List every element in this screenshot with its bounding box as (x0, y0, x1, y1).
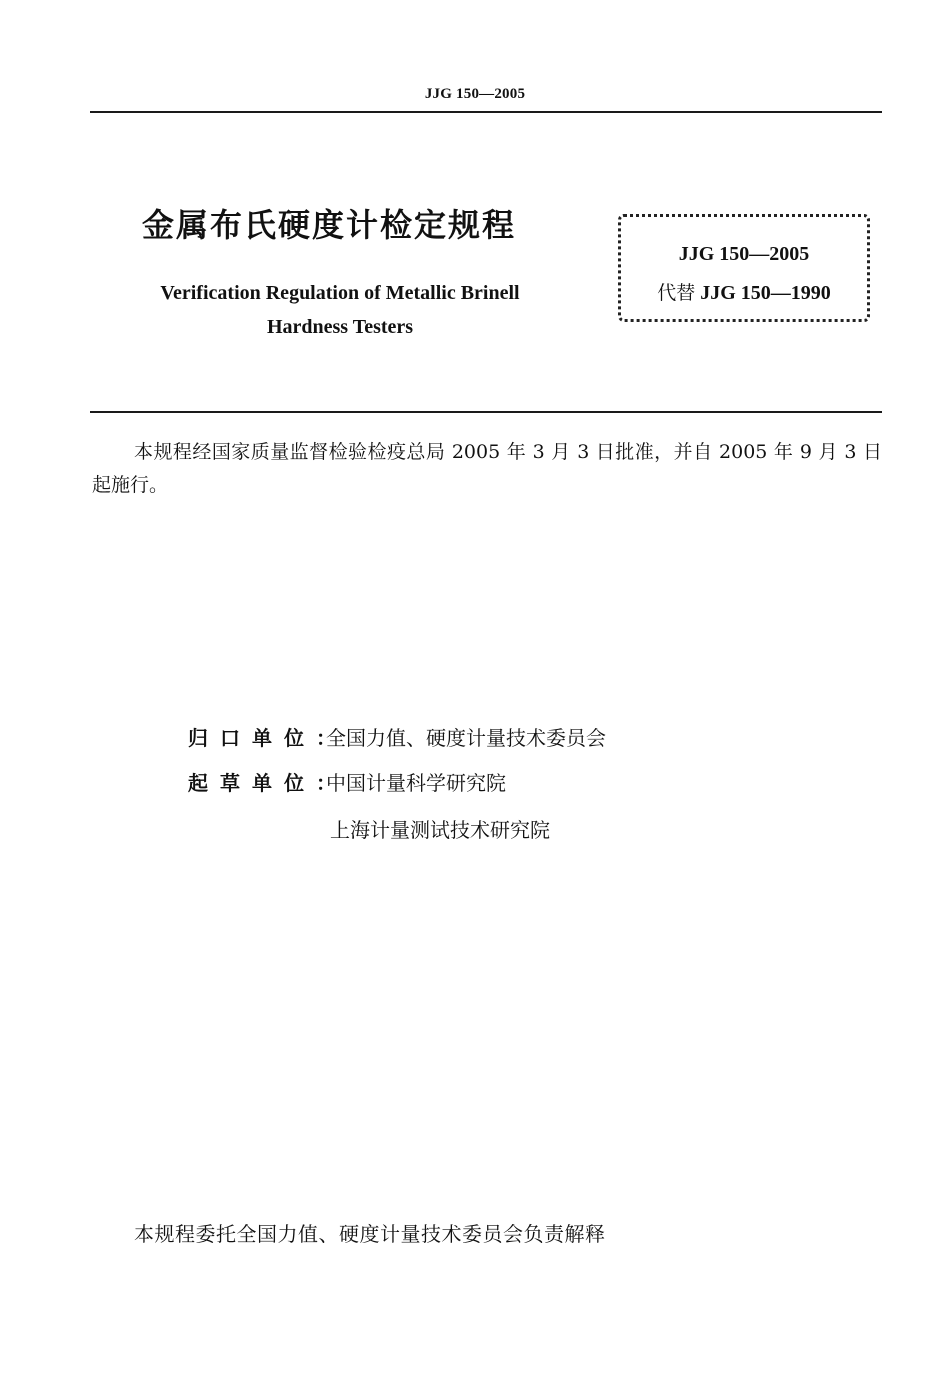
title-english-line-1: Verification Regulation of Metallic Brinell (160, 282, 520, 304)
standard-code-box (618, 214, 870, 322)
title-english-line-2: Hardness Testers (266, 316, 414, 338)
interpretation-statement: 本规程委托全国力值、硬度计量技术委员会负责解释 (134, 1222, 606, 1246)
drafting-unit-row (188, 767, 506, 796)
responsible-unit-value: 全国力值、硬度计量技术委员会 (326, 726, 606, 750)
drafting-unit-label: 起草单位： (188, 771, 348, 795)
drafting-unit-row-2 (330, 814, 550, 843)
header-standard-code: JJG 150—2005 (424, 86, 526, 102)
drafting-unit-value-2: 上海计量测试技术研究院 (330, 818, 550, 842)
replaced-standard-code: JJG 150—1990 (700, 282, 831, 304)
header-divider (90, 111, 882, 113)
drafting-unit-value-1: 中国计量科学研究院 (326, 771, 506, 795)
section-divider (90, 411, 882, 413)
title-english (120, 276, 560, 344)
replaces-label: 代替 (657, 282, 696, 304)
responsible-unit-label: 归口单位： (188, 726, 348, 750)
approval-statement: 本规程经国家质量监督检验检疫总局 2005 年 3 月 3 日批准，并自 2005 年 9 月 3 日起施行。 (92, 441, 882, 496)
current-standard-code: JJG 150—2005 (678, 243, 810, 265)
title-chinese: 金属布氏硬度计检定规程 (142, 206, 517, 244)
replaced-standard-line (621, 278, 867, 305)
responsible-unit-row (188, 722, 606, 751)
